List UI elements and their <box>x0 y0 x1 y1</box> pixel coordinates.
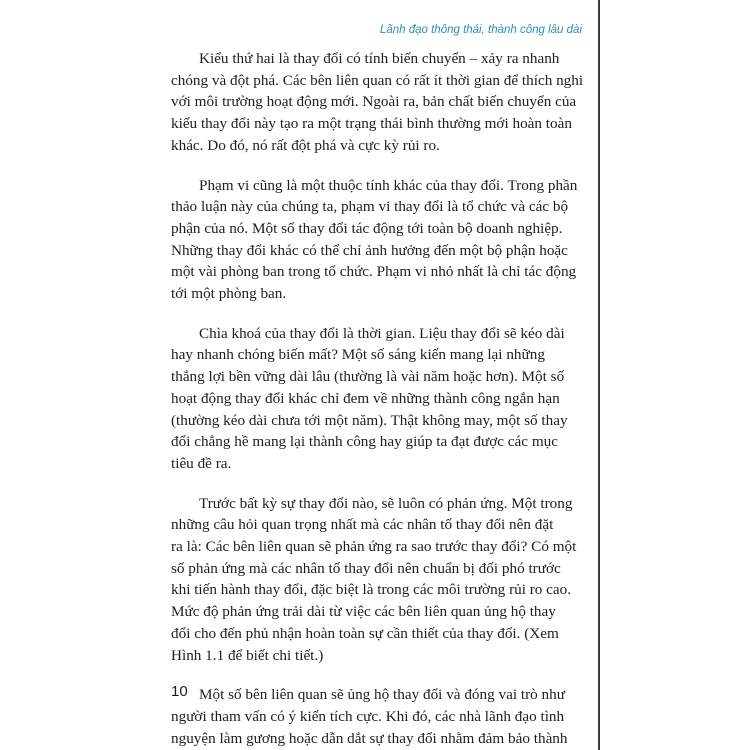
paragraph-3 <box>171 323 571 475</box>
text-line: người tham vấn có ý kiến tích cực. Khi đó, các nhà lãnh đạo tình <box>171 707 565 725</box>
running-header: Lãnh đạo thông thái, thành công lâu dài <box>379 24 582 36</box>
text-line: khi tiến hành thay đổi, đặc biệt là trong các môi trường rủi ro cao. <box>171 581 572 599</box>
body-text <box>171 48 584 750</box>
paragraph-1 <box>171 48 584 157</box>
text-line: (thường kéo dài chưa tới một năm). Thật không may, một số thay <box>171 411 568 429</box>
text-line: số phản ứng mà các nhân tố thay đổi nên chuẩn bị đối phó trước <box>171 559 561 577</box>
text-line: thảo luận này của chúng ta, phạm vi thay đổi là tổ chức và các bộ <box>171 198 569 216</box>
paragraph-4 <box>171 493 577 667</box>
paragraph-5 <box>171 684 571 749</box>
text-line: hay nhanh chóng biến mất? Một số sáng kiến mang lại những <box>171 346 545 364</box>
text-line: tới một phòng ban. <box>171 285 287 303</box>
text-line: Chìa khoá của thay đổi là thời gian. Liệu thay đổi sẽ kéo dài <box>199 324 565 342</box>
text-line: Hình 1.1 để biết chi tiết.) <box>171 646 324 664</box>
text-line: Trước bất kỳ sự thay đổi nào, sẽ luôn có phản ứng. Một trong <box>199 494 573 512</box>
text-line: ra là: Các bên liên quan sẽ phản ứng ra sao trước thay đổi? Có một <box>171 538 577 556</box>
text-line: hoạt động thay đổi khác chỉ đem về những thành công ngắn hạn <box>171 389 560 407</box>
page-number: 10 <box>171 683 188 700</box>
text-line: Mức độ phản ứng trải dài từ việc các bên liên quan ủng hộ thay <box>171 603 556 621</box>
text-line: kiểu thay đổi này tạo ra một trạng thái bình thường mới hoàn toàn <box>171 115 572 133</box>
paragraph-2 <box>171 175 578 305</box>
text-line: nguyện làm gương hoặc dẫn dắt sự thay đổi nhằm đảm bảo thành <box>171 729 568 747</box>
text-line: với môi trường hoạt động mới. Ngoài ra, bản chất biến chuyển của <box>171 93 577 111</box>
text-line: một vài phòng ban trong tổ chức. Phạm vi nhỏ nhất là chỉ tác động <box>171 263 577 281</box>
text-line: Kiểu thứ hai là thay đổi có tính biến chuyển – xảy ra nhanh <box>199 50 560 67</box>
text-line: tiêu đề ra. <box>171 454 232 472</box>
text-line: đổi chẳng hề mang lại thành công hay giúp ta đạt được các mục <box>171 433 558 451</box>
text-line: đổi cho đến phủ nhận hoàn toàn sự cần thiết của thay đổi. (Xem <box>171 624 559 642</box>
text-line: Phạm vi cũng là một thuộc tính khác của thay đổi. Trong phần <box>199 176 578 194</box>
text-line: Một số bên liên quan sẽ ủng hộ thay đổi và đóng vai trò như <box>199 686 565 704</box>
text-line: những câu hỏi quan trọng nhất mà các nhân tố thay đổi nên đặt <box>171 516 554 534</box>
text-line: Những thay đổi khác có thể chỉ ảnh hưởng đến một bộ phận hoặc <box>171 241 568 259</box>
text-line: thắng lợi bền vững dài lâu (thường là vài năm hoặc hơn). Một số <box>171 368 565 386</box>
page-edge-divider <box>598 0 600 750</box>
text-line: phận của nó. Một số thay đổi tác động tới toàn bộ doanh nghiệp. <box>171 219 563 237</box>
text-line: khác. Do đó, nó rất đột phá và cực kỳ rủi ro. <box>171 136 440 154</box>
text-line: chóng và đột phá. Các bên liên quan có rất ít thời gian để thích nghi <box>171 71 584 89</box>
